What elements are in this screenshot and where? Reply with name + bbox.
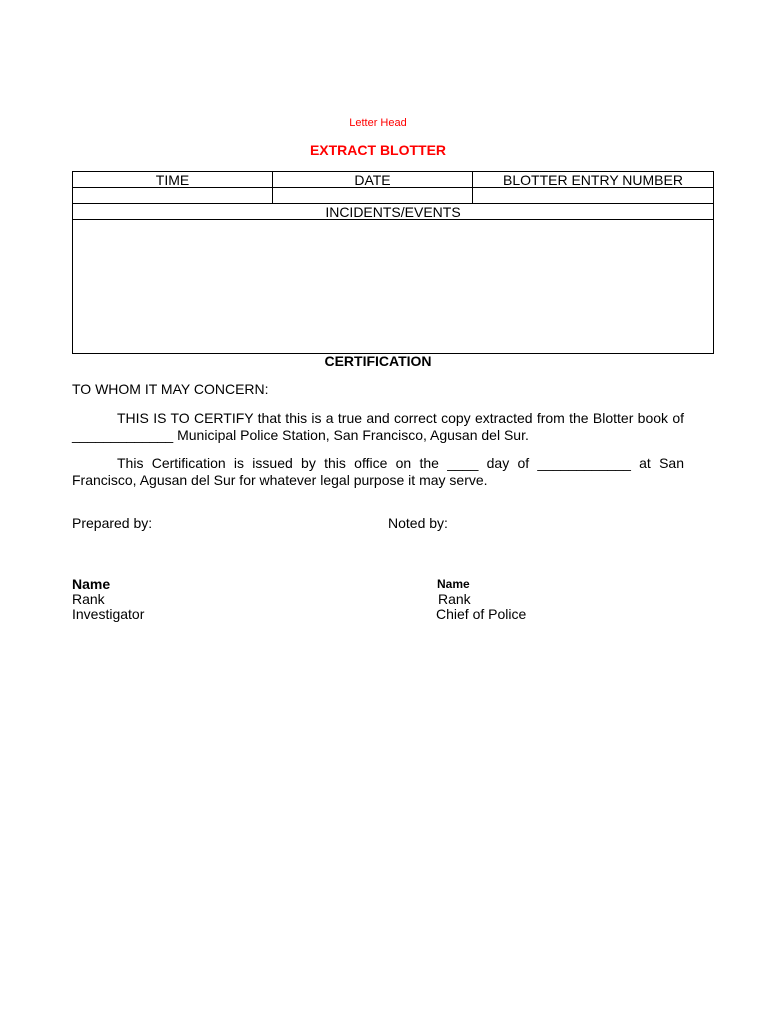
date-cell[interactable] [273,188,473,204]
noted-by-label: Noted by: [388,515,448,531]
noter-rank: Rank [438,591,471,607]
time-header: TIME [73,172,273,188]
noter-name: Name [437,577,470,591]
prepared-by-label: Prepared by: [72,515,153,531]
incidents-header-row [73,204,714,220]
letterhead: Letter Head [349,117,407,129]
preparer-rank: Rank [72,591,105,607]
preparer-position: Investigator [72,606,145,622]
entry-number-cell[interactable] [473,188,714,204]
issuance-paragraph: This Certification is issued by this office on the ____ day of ____________ at San Francisco, Agusan del Sur for whatever legal purpose it may serve. [72,455,684,488]
time-cell[interactable] [73,188,273,204]
noter-block [436,577,526,622]
entry-number-header: BLOTTER ENTRY NUMBER [473,172,714,188]
document-title: EXTRACT BLOTTER [309,142,447,158]
noter-position: Chief of Police [436,606,527,622]
incidents-cell[interactable] [73,220,714,354]
incidents-row [73,220,714,354]
date-header: DATE [273,172,473,188]
preparer-block [72,577,144,622]
preparer-name: Name [72,576,111,592]
blotter-table [72,171,714,354]
certify-paragraph: THIS IS TO CERTIFY that this is a true and correct copy extracted from the Blotter book of _____________ Municipal Police Station, San Francisco, Agusan del Sur. [72,410,684,443]
certification-heading: CERTIFICATION [324,353,432,369]
header-row [73,172,714,188]
incidents-header: INCIDENTS/EVENTS [73,204,714,220]
salutation: TO WHOM IT MAY CONCERN: [72,381,269,397]
entry-row [73,188,714,204]
